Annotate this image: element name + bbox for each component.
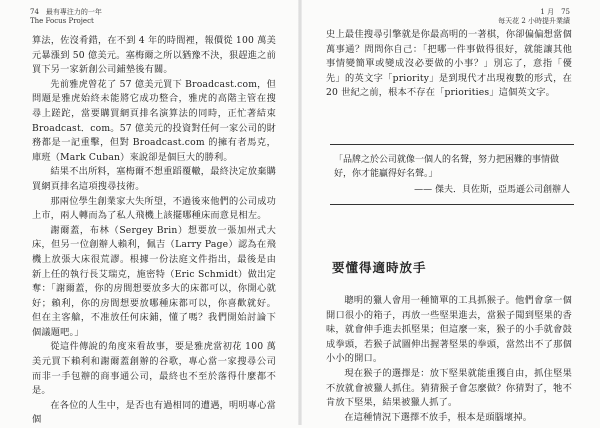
left-page xyxy=(0,0,300,425)
paragraph: 在各位的人生中，是否也有過相同的遭遇，明明專心當個 xyxy=(32,399,276,426)
paragraph: 聰明的獵人會用一種簡單的工具抓猴子。他們會拿一個開口很小的箱子，再放一些堅果進去，當猴子聞到堅果的香味，就會伸手進去抓堅果；但這麼一來，猴子的小手就會鼓成拳頭，若猴子試圖伸出握著堅果的拳頭，當然出不了那個小小的開口。 xyxy=(326,295,572,365)
paragraph: 算法，佐沒肴錯，在不到 4 年的時間裡，報價從 100 萬美元暴漲到 50 億美元。塞梅爾之所以猶豫不決，狠趕進之前買下另一家新創公司鋪墊後有關。 xyxy=(32,35,276,76)
right-header-chapter: 每天花 2 小時提升業績 xyxy=(498,17,570,25)
right-body-text-bottom xyxy=(326,294,572,425)
right-header-page: 1 月 75 xyxy=(540,8,570,16)
paragraph: 現在猴子的選擇是：放下堅果就能重獲自由，抓住堅果不放就會被獵人抓住。猜猜猴子會怎麼做？你猜對了，牠不肯放下堅果，結果被獵人抓了。 xyxy=(326,367,572,409)
paragraph: 結果不出所料，塞梅爾不想重蹈覆轍，最終決定放棄購買網頁排名這項搜尋技術。 xyxy=(32,166,276,192)
pull-quote xyxy=(330,144,574,205)
section-heading: 要懂得適時放手 xyxy=(332,260,427,275)
left-running-header xyxy=(30,8,102,26)
paragraph: 先前雅虎曾花了 57 億美元買下 Broadcast.com，但問題是雅虎始終未能將它成功整合，雅虎的高階主管在搜尋上蹉跎，當要購買網頁排名演算法的同時，正忙著結束 Broadcast．com。57 億美元的投資對任何一家公司的財務都是一記重擊，但對 Broadcast.com 的擁有者馬克，庫班（Mark Cuban）來說卻是個巨大的勝利。 xyxy=(32,78,276,163)
left-header-subtitle: The Focus Project xyxy=(30,17,94,25)
quote-attribution: —— 傑夫．貝佐斯，亞馬遜公司創辦人 xyxy=(414,185,570,195)
left-header-title: 74 最有專注力的一年 xyxy=(30,8,102,16)
paragraph: 史上最佳搜尋引擎就是你最高明的一著棋，你卻偏偏想當個萬事通？問問你自己：「把哪一件事做得很好，就能讓其他事情變簡單或變成沒必要做的小事？」別忘了，意指「優先」的英文字「priority」是到現代才出現複數的形式，在 20 世紀之前，根本不存在「priorities」這個英文字。 xyxy=(326,29,572,99)
paragraph: 在這種情況下選擇不放手，根本是頭腦壞掉。 xyxy=(344,411,533,423)
right-running-header xyxy=(498,8,570,26)
paragraph: 那兩位學生創業家大失所望，不過後來他們的公司成功上市，兩人轉而為了私人飛機上該擺哪種床而意見相左。 xyxy=(32,195,276,222)
quote-text: 「品牌之於公司就像一個人的名聲，努力把困難的事情做好，你才能贏得好名聲。」 xyxy=(334,155,560,179)
paragraph: 從這件傳說的角度來看故事，要是雅虎當初花 100 萬美元買下賴利和謝爾蓋創辦的谷歌，專心當一家搜尋公司而非一手包辦的商事通公司，最終也不至於落得什麼都不是。 xyxy=(32,341,276,397)
right-page xyxy=(300,0,600,425)
right-body-text-top xyxy=(326,28,572,101)
paragraph: 謝爾蓋，布林（Sergey Brin）想要放一張加州式大床，但另一位創辦人賴利，佩吉（Larry Page）認為在飛機上放張大床很荒謬。根據一份法庭文件指出，最後是由新上任的執行長艾瑞克，施密特（Eric Schmidt）做出定奪：「謝爾蓋，你的房間想要放多大的床都可以，你開心就好；賴利，你的房間想要放哪種床都可以，你喜歡就好。但在主客艙，不准放任何床鋪，懂了嗎？我們開始討論下個議題吧。」 xyxy=(32,224,276,338)
left-body-text xyxy=(32,34,276,428)
